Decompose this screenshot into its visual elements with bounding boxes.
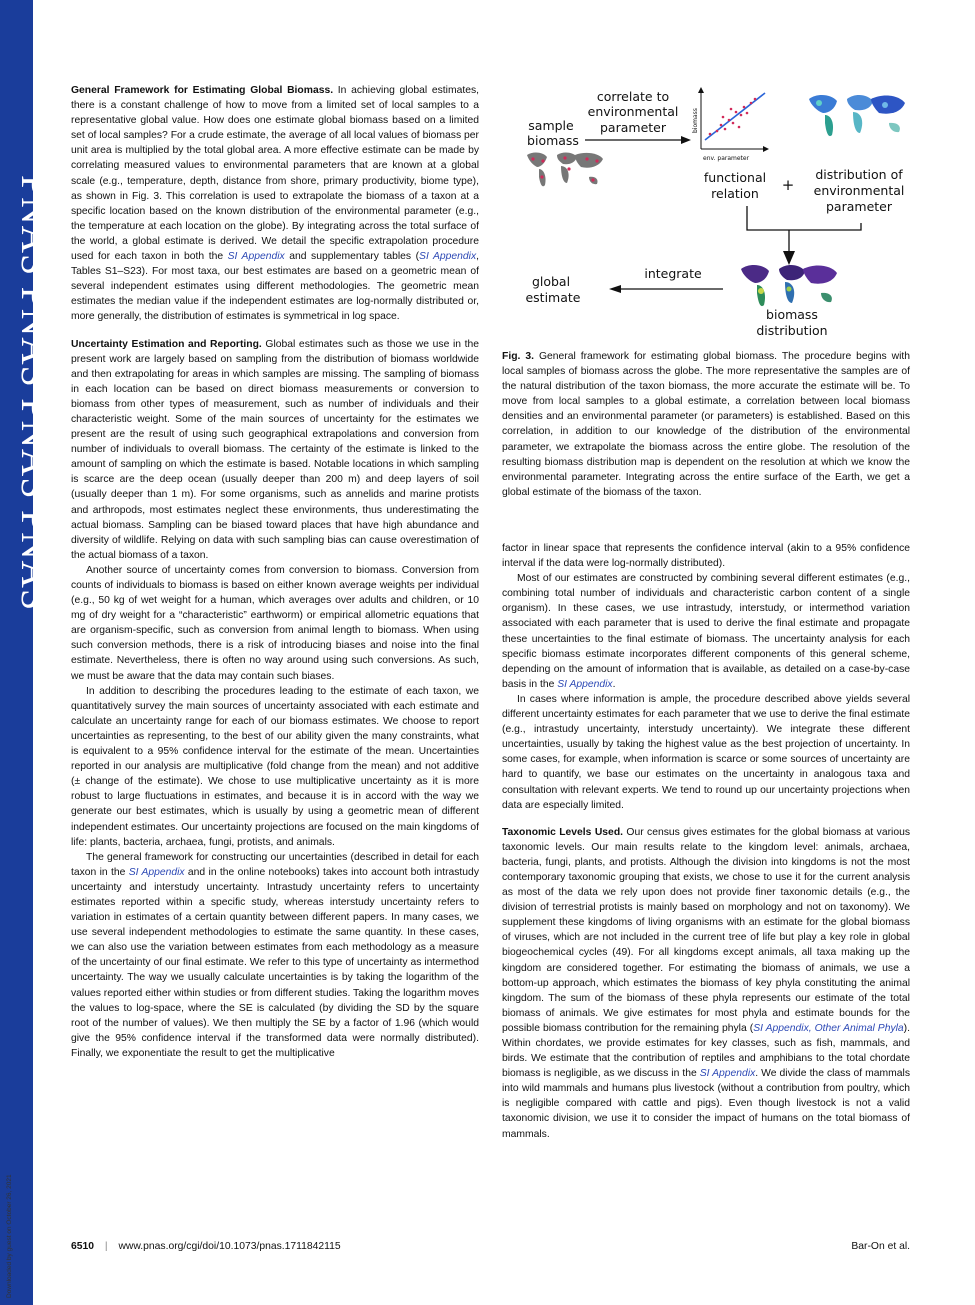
svg-text:Downloaded by guest on October: Downloaded by guest on October 26, 2021	[6, 1174, 13, 1298]
svg-text:environmental: environmental	[587, 104, 679, 119]
plus-sign: +	[781, 176, 795, 194]
paragraph: Uncertainty Estimation and Reporting. Global estimates such as those we use in the present work are largely based on sampling from the distribution of biomass worldwide and then extrapolating for areas in which samples are missing. The sampling of biomass in each location can be based on direct biomass measurements or conversion to biomass from other types of measurement, such as number of individuals and their characteristic weight. Some of the main sources of uncertainty for the estimates we present are the result of using such geographical extrapolations and conversion from number of individuals to overall biomass. The certainty of the estimate is linked to the amount of sampling on which the estimate is based. Notable locations in which sampling is scarce are the deep ocean (usually deeper than 200 m) and deep layers of soil (usually deeper than 1 m). For some organisms, such as annelids and marine protists and arthropods, most estimates neglect these environments, thus underestimating the actual biomass. Sampling can be biased toward places that have high abundance and diversity of wildlife. Relying on data with such sampling bias can cause overestimation of the actual biomass of a taxon.	[71, 338, 480, 561]
section-heading: General Framework for Estimating Global Biomass.	[71, 85, 334, 96]
caption-label: Fig. 3.	[502, 351, 534, 362]
footer-authors: Bar-On et al.	[851, 1241, 910, 1252]
watermark-text: PNAS PNAS PNAS PNAS	[13, 175, 55, 612]
si-appendix-link[interactable]: SI Appendix, Other Animal Phyla	[753, 1022, 904, 1034]
axis-label-y: biomass	[692, 108, 699, 133]
left-column	[71, 83, 479, 1061]
section-heading: Taxonomic Levels Used.	[502, 826, 624, 838]
label-correlate: correlate to	[596, 89, 670, 104]
si-appendix-link[interactable]: SI Appendix	[557, 678, 613, 690]
environmental-map-icon	[809, 95, 905, 136]
si-appendix-link[interactable]: SI Appendix	[128, 866, 185, 878]
journal-sidebar	[0, 0, 55, 1305]
doi-link[interactable]: www.pnas.org/cgi/doi/10.1073/pnas.1711842115	[118, 1241, 341, 1252]
label-sample-biomass: sample	[528, 118, 574, 133]
paragraph: factor in linear space that represents the confidence interval (akin to a 95% confidence interval if the data were log-normally distributed).	[502, 543, 910, 570]
paragraph: Most of our estimates are constructed by combining several different estimates (e.g., combining total number of individuals and characteristic carbon content of a single organism). In these cases, we use intrastudy, interstudy, or intermethod variation associated with each parameter that is used to derive the final estimate and propagate these uncertainties to the final estimate of biomass. The uncertainty analysis for each specific biomass estimate incorporates different components of this general scheme, depending on the amount of information that is available, as detailed on a case-by-case basis in the SI Appendix.	[502, 573, 910, 690]
axis-label-x: env. parameter	[703, 155, 750, 162]
scatter-plot-icon	[692, 87, 769, 162]
pnas-watermark	[0, 0, 55, 1305]
si-appendix-link[interactable]: SI Appendix	[419, 251, 477, 263]
paragraph: In cases where information is ample, the procedure described above yields several different uncertainty estimates for each parameter that we use to derive the final estimate (e.g., intrastudy uncertainty, interstudy uncertainty). We integrate these different uncertainties, usually by taking the highest value as the best projection of uncertainty. In some cases, for example, when information is scarce or some sources of uncertainty are hard to quantify, we base our estimates on the uncertainty in analogous taxa and consultation with relevant experts. We tend to round up our uncertainty projections when data are especially limited.	[502, 693, 910, 811]
figure-caption: Fig. 3. General framework for estimating global biomass. The procedure begins with local samples of biomass across the globe. The more representative the samples are of the natural distribution of the taxon biomass, the more accurate the estimate will be. To move from local samples to a global estimate, a correlation between local biomass densities and an environmental parameter (or parameters) is established. Based on this correlation, in addition to our knowledge of the distribution of the environmental parameter, we extrapolate the biomass across the entire globe. The resolution of the resulting biomass distribution map is dependent on the resolution at which we know the environmental parameter. Integrating across the entire surface of the Earth, we get a global estimate of the biomass of the taxon.	[502, 351, 910, 498]
label-functional-relation: functional	[703, 170, 767, 185]
svg-text:distribution: distribution	[756, 323, 828, 338]
svg-text:biomass: biomass	[527, 133, 579, 148]
svg-text:estimate: estimate	[525, 290, 581, 305]
section-heading: Uncertainty Estimation and Reporting.	[71, 338, 262, 350]
label-distribution: distribution of	[815, 167, 903, 182]
footer-separator: |	[104, 1241, 108, 1252]
svg-text:parameter: parameter	[826, 199, 892, 214]
svg-text:environmental: environmental	[813, 183, 905, 198]
sample-map-icon	[523, 149, 605, 193]
si-appendix-link[interactable]: SI Appendix	[227, 251, 285, 263]
paragraph: The general framework for constructing our uncertainties (described in detail for each taxon in the SI Appendix and in the online notebooks) takes into account both intrastudy uncertainty and interstudy uncertainty. Intrastudy uncertainty refers to uncertainty estimates reported within a specific study, whereas interstudy uncertainty refers to variation in estimates of a certain quantity between different papers. In many cases, we use several independent methodologies to estimate the same quantity. In these cases, we can also use the variation between estimates from each methodology as a measure of the uncertainty of our final estimate. We refer to this type of uncertainty as intermethod uncertainty. The way we usually calculate uncertainties is by taking the logarithm of the values reported either within studies or from different studies. Taking the logarithm moves the values to log-space, where the SE is calculated (by dividing the SD by the square root of the number of values). We then multiply the SE by a factor of 1.96 (which would give the 95% confidence interval if the transformed data were normally distributed). Finally, we exponentiate the result to get the multiplicative	[71, 851, 479, 1059]
paragraph: Another source of uncertainty comes from conversion to biomass. Conversion from counts of individuals to biomass is based on either known average weights per individual (e.g., 50 kg of wet weight for a human, which averages over adults and children, or 10 mg of dry weight for a “characteristic” earthworm) or empirical allometric equations that are organism-specific, such as conversion from animal length to biomass. When using such conversion methods, there is a risk of introducing biases and noise into the final estimate. Nevertheless, there is often no way around using such conversions. As such, we must be aware that the data may contain such biases.	[71, 564, 479, 682]
si-appendix-link[interactable]: SI Appendix	[699, 1068, 756, 1080]
paragraph: Taxonomic Levels Used. Our census gives estimates for the global biomass at various taxonomic levels. Our main results relate to the kingdom level: animals, archaea, bacteria, fungi, plants, and protists. Although the division into kingdoms is not the most contemporary taxonomic grouping that exists, we chose to use it for the current analysis as most of the data we rely upon does not provide finer taxonomic details (e.g., the division of terrestrial protists is mainly based on morphology and not on taxonomy). We supplement these kingdoms of living organisms with an estimate for the global biomass of viruses, which are not included in the current tree of life but play a key role in global biogeochemical cycles (49). For all kingdoms except animals, all taxa making up the kingdom are considered together. For estimating the biomass of animals, we use a bottom-up approach, which estimates the biomass of key phyla constituting the animal kingdom. The sum of the biomass of these phyla represents our estimate of the total biomass of animals. We give estimates for most phyla and estimate bounds for the possible biomass contribution for the remaining phyla (SI Appendix, Other Animal Phyla). Within chordates, we provide estimates for key classes, such as fish, mammals, and birds. We estimate that the contribution of reptiles and amphibians to the total chordate biomass is negligible, as we discuss in the SI Appendix. We divide the class of mammals into wild mammals and humans plus livestock (without a contribution from poultry, which is negligible compared with cattle and pigs). Even though livestock is not a valid taxonomic division, we use it to consider the impact of humans on the total biomass of mammals.	[502, 826, 910, 1140]
label-integrate: integrate	[644, 266, 702, 281]
footer-left	[71, 1241, 341, 1252]
right-column	[502, 541, 910, 1142]
svg-text:parameter: parameter	[600, 120, 666, 135]
paragraph: In addition to describing the procedures leading to the estimate of each taxon, we quantitatively survey the main sources of uncertainty associated with each estimate and calculate an uncertainty range for each of our biomass estimates. We choose to report uncertainties as representing, to the best of our ability given the many constraints, what is equivalent to a 95% confidence interval for the estimate of the mean. Uncertainties reported in our analysis are multiplicative (fold change from the mean) and not additive (± change of the estimate). We chose to use multiplicative uncertainty as it is more robust to large fluctuations in estimates, and because it is in accord with the way we generate our best estimates, which is usually by using a geometric mean of different independent estimates. Our uncertainty projections are focused on the main kingdoms of life: plants, bacteria, archaea, fungi, protists, and animals.	[71, 685, 479, 848]
label-biomass-distribution: biomass	[766, 307, 818, 322]
svg-text:relation: relation	[711, 186, 759, 201]
figure-3-diagram	[505, 85, 910, 343]
page-number: 6510	[71, 1241, 95, 1252]
download-note	[2, 1160, 14, 1300]
biomass-distribution-map-icon	[741, 265, 837, 306]
label-global-estimate: global	[531, 274, 571, 289]
paragraph: General Framework for Estimating Global Biomass. In achieving global estimates, there is a constant challenge of how to move from a limited set of local samples to a representative global value. How does one estimate global biomass based on a limited set of local samples? For a crude estimate, the average of all local values of biomass per unit area is multiplied by the total global area. A more effective estimate can be made by correlating measured values to environmental parameters that are known at a global scale (e.g., temperature, depth, distance from shore, primary productivity, biome type), as shown in Fig. 3. This correlation is used to extrapolate the biomass of a taxon at a specific location based on the known distribution of the environmental parameter (e.g., the temperature at each location on the globe). By integrating across the total surface of the world, a global estimate is derived. We detail the specific extrapolation procedure used for each taxon in both the SI Appendix and supplementary tables (SI Appendix, Tables S1–S23). For most taxa, our best estimates are based on a geometric mean of several independent estimates using different methodologies. The geometric mean estimates the median value if the independent estimates are log-normally distributed or, more generally, the distribution of estimates is symmetrical in log space.	[71, 85, 479, 323]
